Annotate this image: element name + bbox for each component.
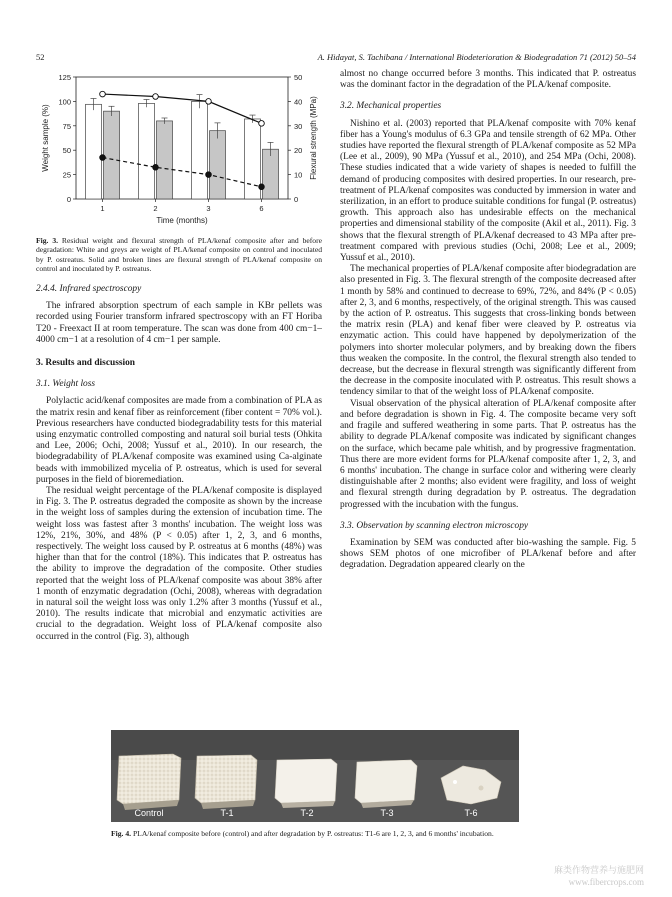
y-tick-label: 50 — [62, 146, 71, 156]
running-title: A. Hidayat, S. Tachibana / International Biodeterioration & Biodegradation 71 (2012) 50–54 — [317, 52, 636, 62]
bar — [104, 111, 120, 199]
y2-axis-label: Flexural strength (MPa) — [309, 96, 318, 180]
x-tick-label: 6 — [259, 204, 264, 213]
watermark — [534, 864, 644, 888]
section-3-1-heading: 3.1. Weight loss — [36, 379, 96, 390]
x-axis-label: Time (months) — [156, 216, 208, 225]
line-point — [259, 184, 265, 190]
sample-t1 — [195, 755, 257, 809]
inoculated-strength-line — [103, 158, 262, 187]
sample-t3 — [355, 760, 417, 808]
sample-control — [117, 754, 181, 810]
figure-4-caption — [111, 829, 571, 838]
figure-4-samples — [111, 730, 519, 822]
line-point — [100, 155, 106, 161]
left-column — [36, 284, 322, 643]
right-column — [340, 69, 636, 572]
x-tick-label: 2 — [153, 204, 158, 213]
y-tick-label: 75 — [62, 121, 71, 131]
section-3-2-heading: 3.2. Mechanical properties — [340, 101, 442, 112]
y2-tick-label: 10 — [294, 170, 303, 180]
label-control: Control — [134, 808, 164, 818]
weight-loss-paragraph-1: Polylactic acid/kenaf composites are made from a combination of PLA as the matrix resin and kenaf fiber as reinforcement (fiber content = 70% vol.). Previous researchers have conducted biodegradability tests for this material using enzymatic controlled composting and natural soil burial tests (Ohkita and Lee, 2006; Ochi, 2008; Yussuf et al., 2010). In our research, the biodegradability of PLA/kenaf composite was examined using Ca-alginate beads with immobilized mycelia of P. ostreatus, which is used for several purposes in the field of bioremediation. — [36, 396, 322, 485]
infrared-paragraph: The infrared absorption spectrum of each sample in KBr pellets was recorded using Fourier transform infrared spectroscopy with an FT Horiba T20 - Freexact II at room temperature. The scan was done from 400 cm−1–4000 cm−1 at a resolution of 4 cm−1 per sample. — [36, 301, 322, 345]
figure-4-photo — [111, 730, 519, 822]
y-axis-label: Weight sample (%) — [41, 104, 50, 172]
mechanical-paragraph-2: The mechanical properties of PLA/kenaf composite after biodegradation are also presented in Fig. 3. The flexural strength of the composite decreased after 1 month by 58% and continued to decrease to 69%, 72%, and 84% (P < 0.05) after 2, 3, and 6 months, respectively, of the original strength. This was caused by the action of P. ostreatus. This suggests that cross-linking bonds between the matrix resin (PLA) and kenaf fiber were cleaved by P. ostreatus via enzymatic action. This could have happened by depolymerization of the polymers into shorter molecular polymers, and by breaking down the fibers thus weaken the composite. In the control, the flexural strength also tended to decrease, but the decrease in flexural strength was significantly different from the decrease in the composite inoculated with P. ostreatus. This result shows a tendency similar to that of the weight loss of PLA/kenaf composite. — [340, 264, 636, 398]
y2-tick-label: 40 — [294, 97, 303, 107]
bar — [86, 104, 102, 199]
bar — [263, 149, 279, 199]
label-t6: T-6 — [464, 808, 478, 818]
x-tick-label: 3 — [206, 204, 211, 213]
line-point — [206, 172, 212, 178]
label-t3: T-3 — [380, 808, 394, 818]
figure-4-caption-text: PLA/kenaf composite before (control) and after degradation by P. ostreatus: T1-6 are 1, 2, 3, and 6 months' incubation. — [132, 829, 494, 838]
page-header — [36, 52, 636, 66]
line-point — [153, 164, 159, 170]
y-tick-label: 100 — [58, 97, 71, 107]
mechanical-paragraph-1: Nishino et al. (2003) reported that PLA/kenaf composite with 70% kenaf fiber has a Young's modulus of 6.3 GPa and tensile strength of 62 MPa. Other studies have reported the flexural strength of PLA/kenaf composite as 52 MPa (Lee et al., 2009), 90 MPa (Yussuf et al., 2010), and 254 MPa (Ochi, 2008). These studies indicated that a wide variety of shapes is needed to fulfill the demand of producing composites with desired properties. In our research, pre-treatment of PLA/kenaf composites was conducted by immersion in water and sterilization, in an effort to produce suitable conditions for fungal (P. ostreatus) growth. This approach also has undesirable effects on the mechanical properties and dimensional stability of the composite (Akil et al., 2011). Fig. 3 shows that the flexural strength of PLA/kenaf decreased to 43 MPa after pre-treatment compared with previous studies (Ochi, 2008; Lee et al., 2009; Yussuf et al., 2010). — [340, 118, 636, 264]
bar — [157, 121, 173, 199]
continuation-paragraph: almost no change occurred before 3 months. This indicated that P. ostreatus was the dominant factor in the degradation of the PLA/kenaf composite. — [340, 69, 636, 91]
y-tick-label: 0 — [66, 195, 71, 204]
figure-3-caption — [36, 236, 322, 274]
line-point — [100, 91, 106, 97]
y2-tick-label: 20 — [294, 146, 303, 156]
figure-3-chart — [36, 69, 322, 234]
section-2-4-4-heading: 2.4.4. Infrared spectroscopy — [36, 284, 142, 294]
figure-3 — [36, 69, 322, 234]
x-tick-label: 1 — [100, 204, 105, 213]
weight-loss-paragraph-2: The residual weight percentage of the PLA/kenaf composite is displayed in Fig. 3. The P. ostreatus degraded the composite as shown by the increase in the weight loss of samples during the extension of incubation time. The weight loss was fastest after 3 months' incubation. The weight loss was 12%, 21%, 30%, and 48% (P < 0.05) after 1, 2, 3, and 6 months, respectively. The weight loss caused by P. ostreatus at 6 months (48%) was higher than that for the control (18%). This indicates that P. ostreatus has the ability to improve the degradation of the composite. Other studies reported that the weight loss of PLA/kenaf composite was about 38% after 1 month of enzymatic degradation (Ochi, 2008), whereas with degradation in natural soil the weight loss was only 1.2% after 3 months (Yussuf et al., 2010). The results indicate that microbial and enzymatic activities are crucial to the degradation. Weight loss of PLA/kenaf composite also occurred in the control (Fig. 3), although — [36, 486, 322, 642]
y2-tick-label: 0 — [294, 195, 299, 204]
y-tick-label: 25 — [62, 170, 71, 180]
sample-t2 — [275, 759, 337, 808]
y2-tick-label: 50 — [294, 73, 303, 82]
figure-3-caption-text: Residual weight and flexural strength of PLA/kenaf composite after and before degradation: White and greys are weight of PLA/kenaf composite on control and inoculated by P. ostreatus. Solid and broken lines are flexural strength of PLA/kenaf composite on control and inoculated by P. ostreatus. — [36, 236, 322, 274]
label-t1: T-1 — [220, 808, 234, 818]
y-tick-label: 125 — [58, 73, 71, 82]
mechanical-paragraph-3: Visual observation of the physical alteration of PLA/kenaf composite after and before degradation is shown in Fig. 4. The composite became very soft and fragile and suffered weathering in some parts. That P. ostreatus has the ability to degrade PLA/kenaf composite was indicated by significant changes on the surface, which became pale whitish, and by progressive fragmentation. Thus there are more evident forms for PLA/kenaf composite after 1, 2, 3, and 6 months' incubation. The change in surface color and withering were clearly distinguishable after 2 months; also evident were fragility, and loss of weight and flexural strength during degradation by P. ostreatus. The degradation progressed with the incubation with the fungus. — [340, 398, 636, 510]
y2-tick-label: 30 — [294, 121, 303, 131]
watermark-line-2: www.fibercrops.com — [568, 877, 644, 887]
control-strength-line — [103, 94, 262, 123]
figure-3-caption-label: Fig. 3. — [36, 236, 59, 245]
bar — [245, 119, 261, 199]
watermark-line-1: 麻类作物营养与施肥网 — [553, 865, 644, 875]
line-point — [206, 99, 212, 105]
sem-paragraph: Examination by SEM was conducted after bio-washing the sample. Fig. 5 shows SEM photos of one microfiber of PLA/kenaf before and after degradation. Degradation appeared clearly on the — [340, 537, 636, 571]
line-point — [153, 94, 159, 100]
figure-4-caption-label: Fig. 4. — [111, 829, 132, 838]
section-3-heading: 3. Results and discussion — [36, 358, 135, 369]
bar — [210, 131, 226, 199]
page-number: 52 — [36, 52, 45, 62]
bar — [192, 101, 208, 199]
section-3-3-heading: 3.3. Observation by scanning electron microscopy — [340, 520, 529, 531]
line-point — [259, 121, 265, 127]
label-t2: T-2 — [300, 808, 314, 818]
bar — [139, 103, 155, 199]
